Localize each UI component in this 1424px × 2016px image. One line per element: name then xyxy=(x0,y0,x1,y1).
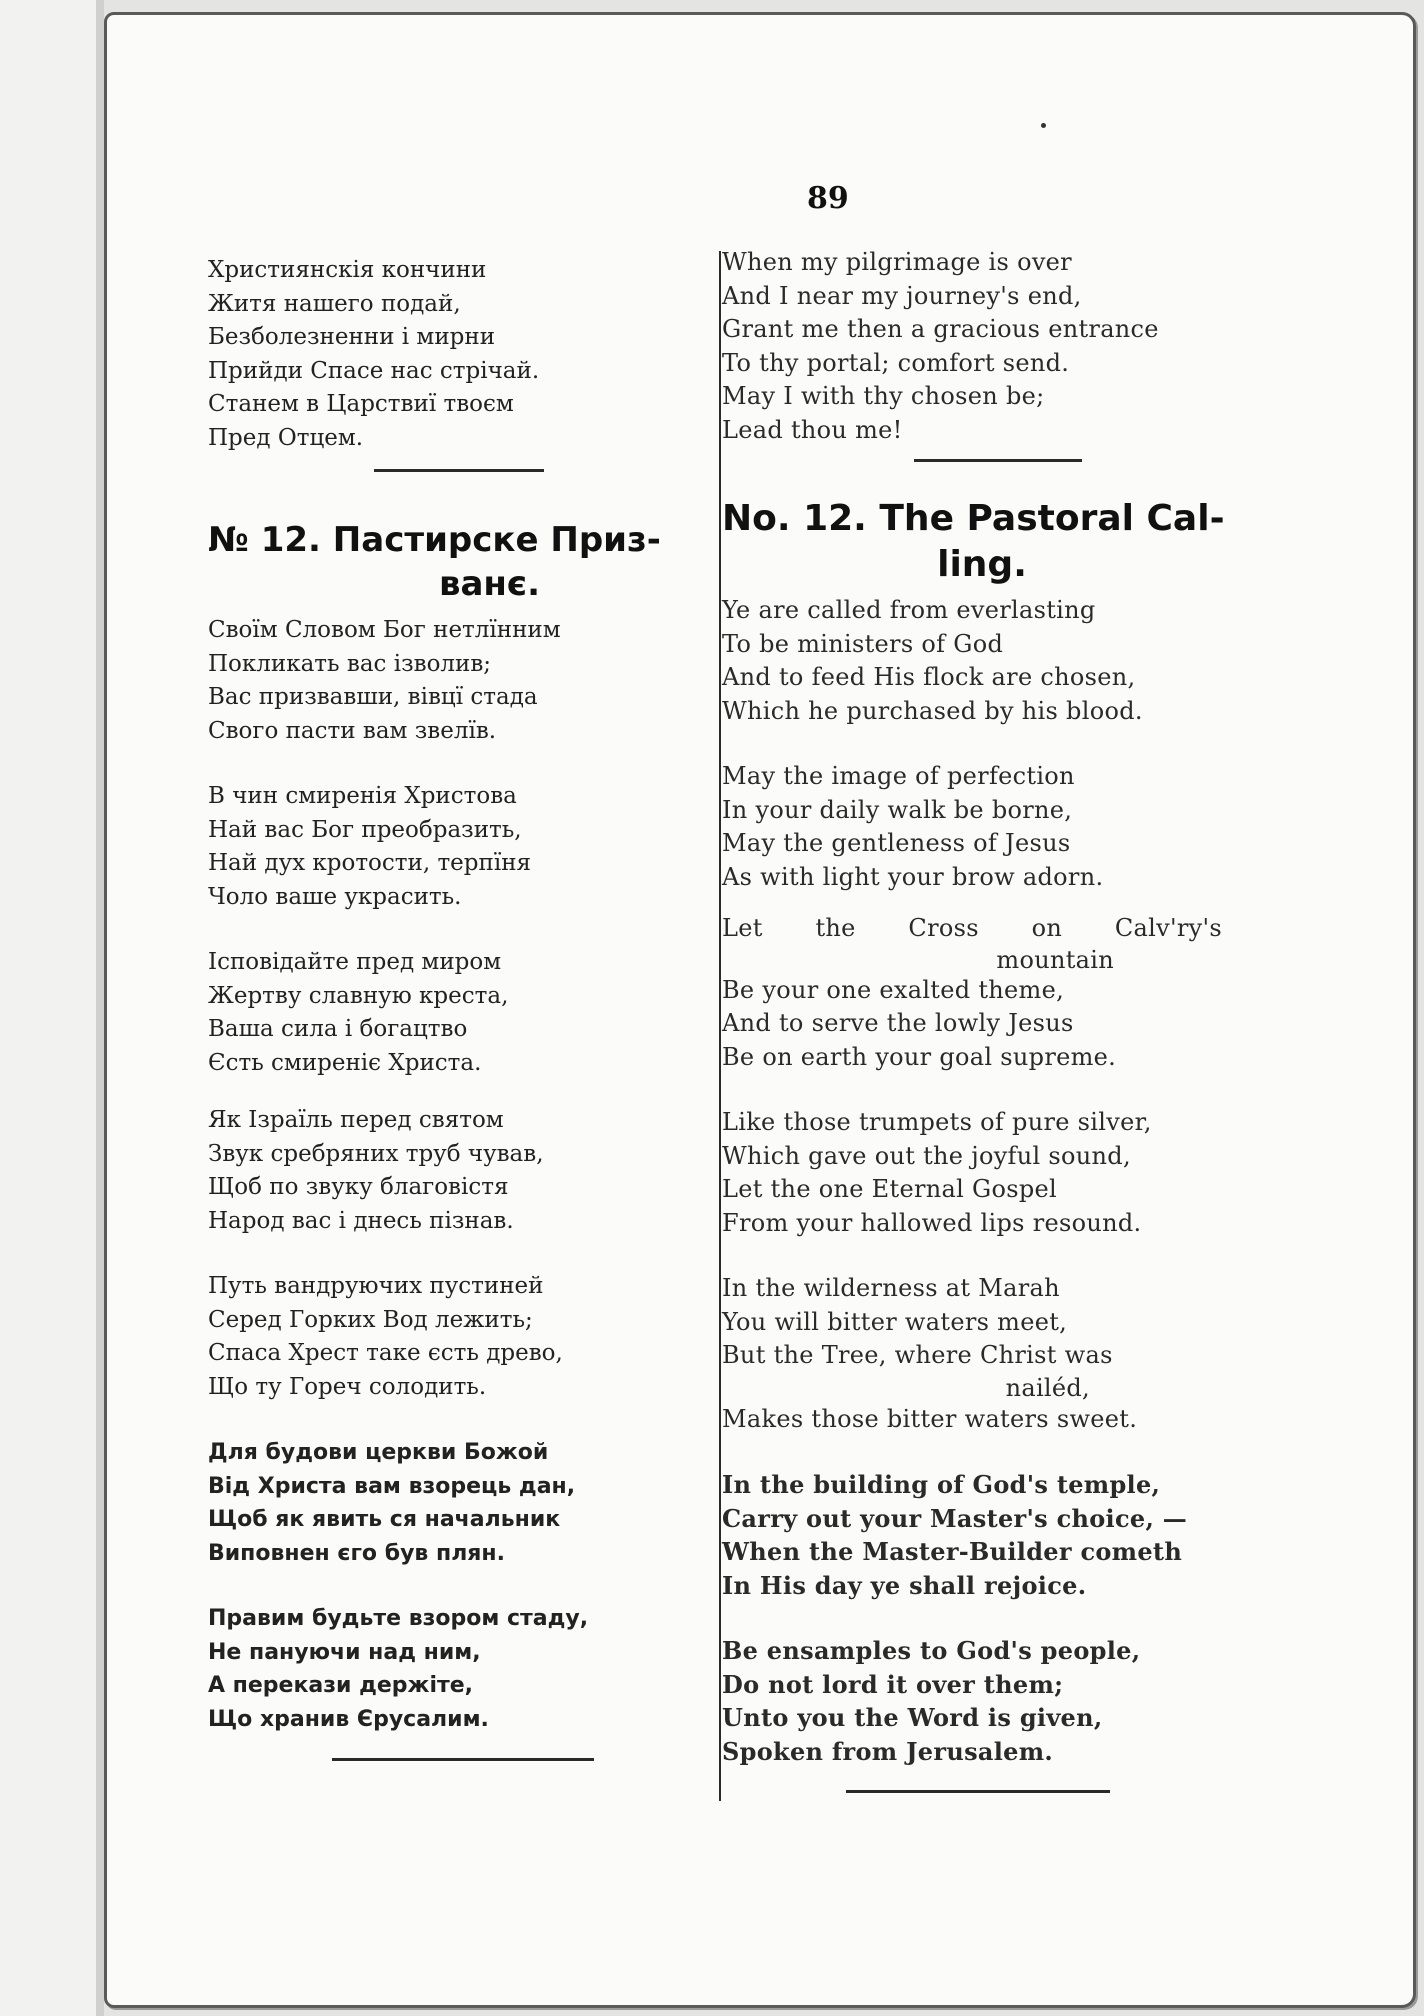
verse-line: Що хранив Єрусалим. xyxy=(208,1706,489,1732)
verse-line: In the wilderness at Marah xyxy=(722,1274,1060,1302)
stanza-uk-3 xyxy=(208,946,708,1080)
verse-line: Ваша сила і богацтво xyxy=(208,1016,468,1042)
verse-line: Покликать вас ізволив; xyxy=(208,650,492,677)
verse-line: Щоб по звуку благовістя xyxy=(208,1174,509,1200)
stanza-uk-4 xyxy=(208,1104,708,1238)
verse-line: When my pilgrimage is over xyxy=(722,248,1072,276)
section-rule xyxy=(914,459,1082,462)
verse-line: Unto you the Word is given, xyxy=(722,1703,1103,1732)
verse-line: May the image of perfection xyxy=(722,762,1075,790)
verse-line: Be ensamples to God's people, xyxy=(722,1636,1141,1665)
verse-line: Carry out your Master's choice, — xyxy=(722,1503,1188,1533)
verse-line: Що ту Гореч солодить. xyxy=(208,1373,487,1400)
stanza-uk-6 xyxy=(208,1436,708,1570)
left-column-ukrainian xyxy=(208,254,708,1761)
previous-page-edge xyxy=(0,0,103,2016)
verse-line: Житя нашего подай, xyxy=(208,290,461,317)
stanza-uk-7 xyxy=(208,1602,708,1736)
intro-stanza-uk xyxy=(208,254,708,455)
heading-line: No. 12. The Pastoral Cal- xyxy=(722,498,1225,539)
page-gutter xyxy=(96,0,104,2016)
verse-line: And I near my journey's end, xyxy=(722,281,1082,310)
page-number: 89 xyxy=(807,181,849,216)
verse-line: Do not lord it over them; xyxy=(722,1669,1064,1699)
stanza-uk-2 xyxy=(208,780,708,914)
verse-line: Від Христа вам взорець дан, xyxy=(208,1473,576,1499)
verse-line: А перекази держіте, xyxy=(208,1673,474,1698)
verse-line: Which gave out the joyful sound, xyxy=(722,1141,1131,1170)
verse-word: the xyxy=(815,914,856,942)
right-column-english xyxy=(722,246,1242,1793)
verse-line: From your hallowed lips resound. xyxy=(722,1208,1142,1237)
stanza-en-7 xyxy=(722,1634,1242,1768)
heading-line: ling. xyxy=(937,544,1027,585)
verse-line: In your daily walk be borne, xyxy=(722,795,1073,824)
verse-line: Правим будьте взором стаду, xyxy=(208,1606,589,1631)
verse-line: Makes those bitter waters sweet. xyxy=(722,1404,1138,1433)
verse-line: Which he purchased by his blood. xyxy=(722,696,1143,725)
verse-line: When the Master-Builder cometh xyxy=(722,1537,1183,1566)
verse-line-justified xyxy=(722,912,1222,946)
verse-line: Lead thou me! xyxy=(722,415,903,444)
verse-line: Най вас Бог преобразить, xyxy=(208,816,522,843)
verse-line: May the gentleness of Jesus xyxy=(722,829,1071,857)
verse-line: Християнскія кончини xyxy=(208,257,487,283)
stanza-uk-1 xyxy=(208,614,708,748)
verse-line: Безболезненни і мирни xyxy=(208,324,496,350)
hymn-heading-uk xyxy=(208,518,708,606)
verse-line: But the Tree, where Christ was xyxy=(722,1341,1113,1369)
verse-line: Spoken from Jerusalem. xyxy=(722,1736,1054,1766)
stanza-en-5 xyxy=(722,1272,1242,1436)
verse-line: Grant me then a gracious entrance xyxy=(722,315,1159,343)
verse-line: Народ вас і днесь пізнав. xyxy=(208,1207,514,1234)
verse-line: In the building of God's temple, xyxy=(722,1470,1161,1499)
heading-line: № 12. Пастирске Приз- xyxy=(208,520,661,560)
verse-word: on xyxy=(1031,914,1063,942)
section-rule xyxy=(374,469,544,472)
verse-line: To thy portal; comfort send. xyxy=(722,348,1070,377)
verse-word: Cross xyxy=(908,914,979,942)
verse-line: Серед Горких Вод лежить; xyxy=(208,1306,533,1333)
verse-line: Let the one Eternal Gospel xyxy=(722,1175,1057,1203)
verse-line: Для будови церкви Божой xyxy=(208,1440,549,1465)
verse-line: Прийди Спасе нас стрічай. xyxy=(208,357,540,384)
heading-line: ванє. xyxy=(438,564,540,604)
hymn-heading-en xyxy=(722,496,1242,588)
verse-line: Be your one exalted theme, xyxy=(722,975,1065,1004)
stanza-en-4 xyxy=(722,1106,1242,1240)
verse-line: In His day ye shall rejoice. xyxy=(722,1570,1087,1600)
verse-line-continuation: nailéd, xyxy=(1005,1373,1090,1402)
stanza-en-2 xyxy=(722,760,1242,894)
verse-line: Пред Отцем. xyxy=(208,424,364,451)
verse-line: Не пануючи над ним, xyxy=(208,1639,481,1665)
stanza-uk-5 xyxy=(208,1270,708,1404)
end-rule xyxy=(846,1790,1110,1793)
verse-line: Like those trumpets of pure silver, xyxy=(722,1108,1152,1136)
column-divider xyxy=(719,251,721,1801)
verse-line: Be on earth your goal supreme. xyxy=(722,1042,1117,1071)
verse-line: Щоб як явить ся начальник xyxy=(208,1507,561,1532)
verse-line: Путь вандруючих пустиней xyxy=(208,1273,544,1299)
intro-stanza-en xyxy=(722,246,1242,447)
verse-word: Let xyxy=(722,914,763,942)
print-speck xyxy=(1041,123,1046,128)
stanza-en-1 xyxy=(722,594,1242,728)
verse-line: Ye are called from everlasting xyxy=(722,596,1096,624)
verse-line: Най дух кротости, терпїня xyxy=(208,850,532,876)
verse-line: Жертву славную креста, xyxy=(208,982,509,1009)
verse-line: Єсть смиреніє Христа. xyxy=(208,1049,482,1076)
verse-line: Як Ізраїль перед святом xyxy=(208,1107,504,1133)
verse-line: Своїм Словом Бог нетлїнним xyxy=(208,617,561,643)
stanza-en-3 xyxy=(722,912,1242,1074)
verse-line: Станем в Царствиї твоєм xyxy=(208,391,514,417)
verse-line-continuation: mountain xyxy=(996,945,1114,974)
verse-line: Виповнен єго був плян. xyxy=(208,1540,505,1566)
verse-line: As with light your brow adorn. xyxy=(722,862,1104,891)
verse-line: Спаса Хрест таке єсть древо, xyxy=(208,1340,563,1366)
verse-line: To be ministers of God xyxy=(722,629,1004,658)
verse-line: May I with thy chosen be; xyxy=(722,382,1045,410)
verse-line: Ісповідайте пред миром xyxy=(208,949,502,975)
verse-line: You will bitter waters meet, xyxy=(722,1307,1068,1336)
verse-line: В чин смиренія Христова xyxy=(208,783,517,809)
verse-line: Чоло ваше украсить. xyxy=(208,883,462,910)
stanza-en-6 xyxy=(722,1468,1242,1602)
verse-line: Звук сребряних труб чував, xyxy=(208,1140,544,1167)
end-rule xyxy=(332,1758,594,1761)
verse-line: And to serve the lowly Jesus xyxy=(722,1009,1074,1037)
verse-line: And to feed His flock are chosen, xyxy=(722,663,1136,691)
verse-word: Calv'ry's xyxy=(1114,914,1222,942)
verse-line: Свого пасти вам звелїв. xyxy=(208,717,497,744)
verse-line: Вас призвавши, вівцї стада xyxy=(208,684,538,710)
